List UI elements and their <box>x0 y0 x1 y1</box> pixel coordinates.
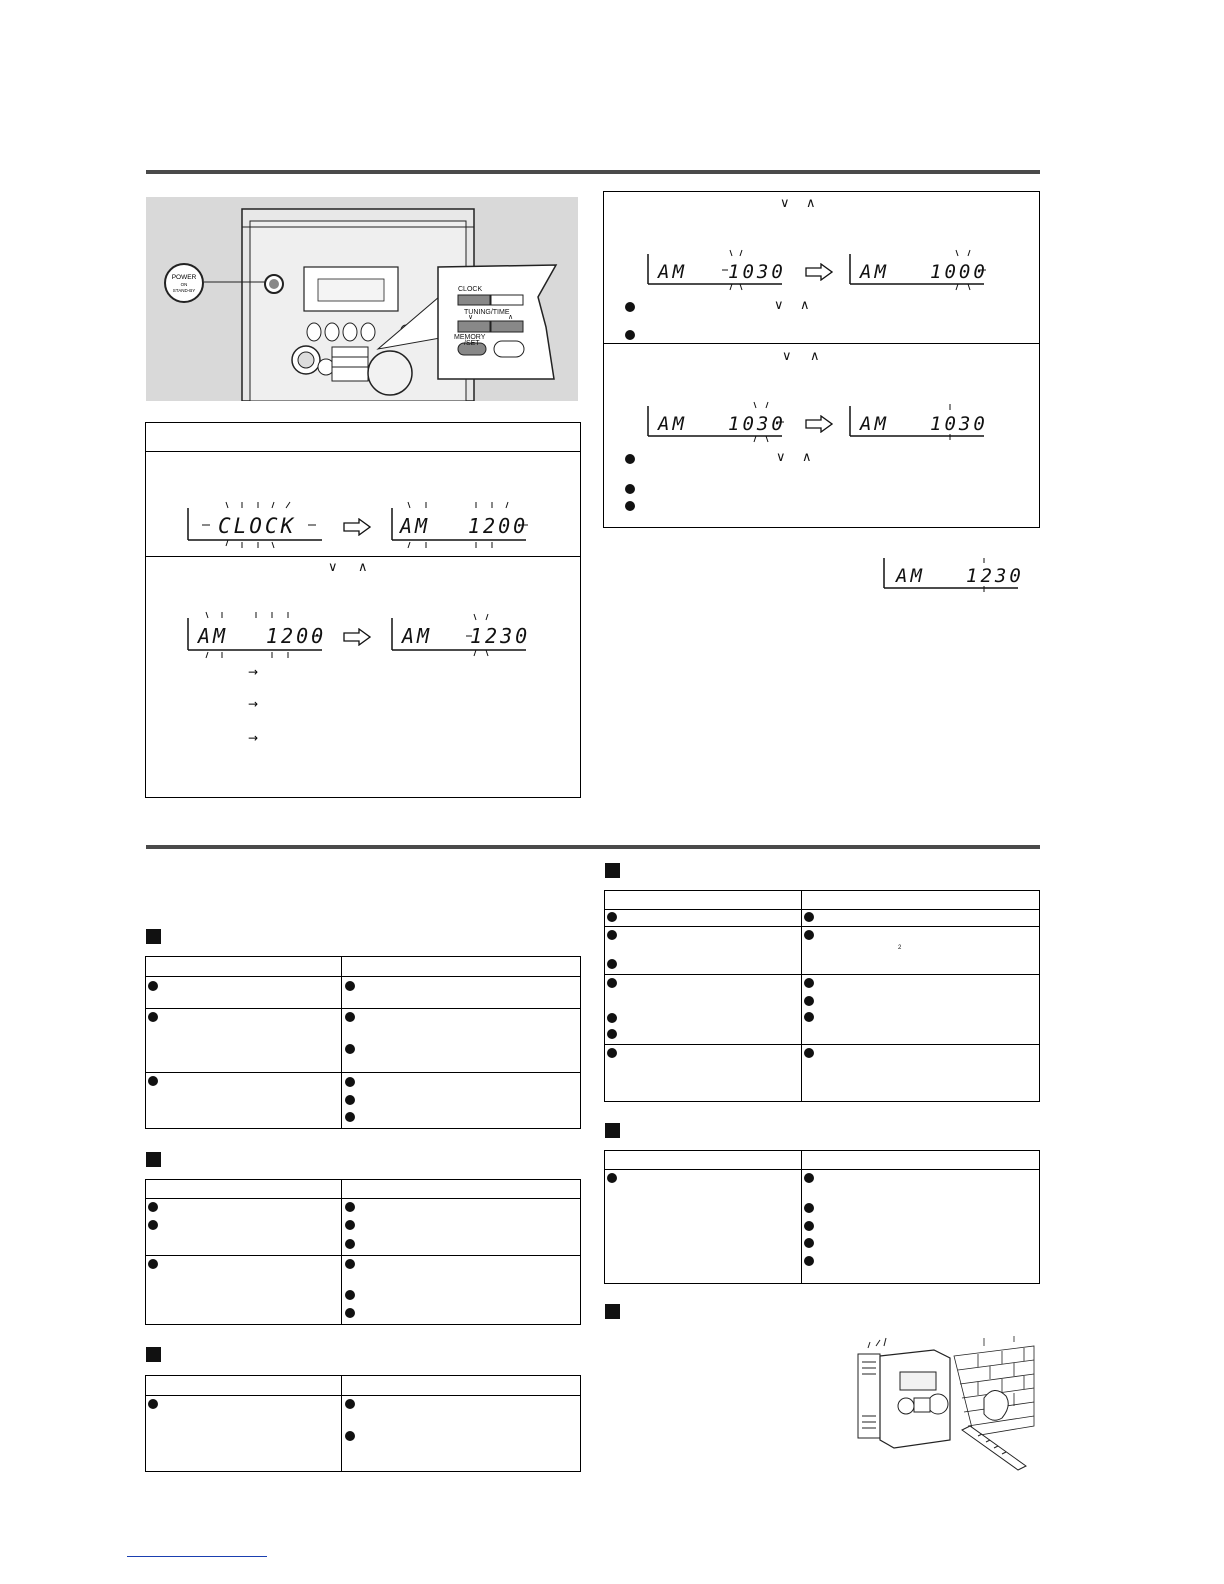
section-marker-square <box>605 1123 620 1138</box>
troubleshoot-table-a <box>145 956 581 1129</box>
bullet-icon <box>804 1203 814 1213</box>
bullet-icon <box>345 1077 355 1087</box>
display-am-1030-final <box>882 556 1024 596</box>
arrow-right-icon: → <box>248 731 259 745</box>
table-row-divider <box>604 926 1040 927</box>
memory-label: MEMORY <box>454 334 486 341</box>
bullet-icon <box>148 1259 158 1269</box>
bullet-icon <box>148 1399 158 1409</box>
bullet-icon <box>804 1012 814 1022</box>
table-column-divider <box>801 890 802 1102</box>
bullet-icon <box>345 1220 355 1230</box>
set-label: /SET <box>464 340 480 347</box>
bullet-icon <box>345 1202 355 1212</box>
table-row-divider <box>145 1255 581 1256</box>
bottom-section-rule <box>146 845 1040 849</box>
box-header-divider <box>145 451 581 452</box>
footer-link-line[interactable] <box>127 1556 267 1557</box>
bullet-icon <box>804 1173 814 1183</box>
table-row-divider <box>145 1008 581 1009</box>
display-am-1030-minutes-blinking <box>646 400 788 444</box>
step-divider <box>145 556 581 557</box>
bullet-icon <box>625 484 635 494</box>
bullet-icon <box>345 1308 355 1318</box>
display-am-1230-hours-blinking <box>390 610 532 660</box>
lcd-am-label: AM <box>400 514 431 538</box>
chevron-up-icon: ∧ <box>358 560 368 575</box>
display-clock-blinking <box>186 500 328 550</box>
bullet-icon <box>345 1012 355 1022</box>
superscript-mark: 2 <box>898 945 902 951</box>
bullet-icon <box>345 1095 355 1105</box>
bullet-icon <box>148 981 158 991</box>
chevron-up-icon: ∧ <box>800 298 810 313</box>
power-sub-on: ON <box>180 282 188 287</box>
table-row-divider <box>145 1072 581 1073</box>
clock-steps-box-right <box>603 191 1040 528</box>
bullet-icon <box>804 996 814 1006</box>
chevron-up-icon: ∧ <box>810 349 820 364</box>
stereo-wall-illustration <box>854 1336 1036 1472</box>
bullet-icon <box>804 1221 814 1231</box>
hollow-arrow-icon <box>343 518 371 541</box>
power-button[interactable] <box>164 263 204 303</box>
chevron-up-icon: ∧ <box>802 450 812 465</box>
display-am-1000-minutes <box>848 248 990 292</box>
bullet-icon <box>148 1220 158 1230</box>
chevron-up-icon: ∧ <box>806 196 816 211</box>
clock-button-label: CLOCK <box>458 286 483 293</box>
step-divider <box>603 343 1040 344</box>
lcd-time-1200: 1200 <box>468 514 529 538</box>
stereo-front-drawing <box>146 197 578 401</box>
bullet-icon <box>804 912 814 922</box>
chevron-down-icon: ∨ <box>468 314 474 321</box>
lcd-am-label: AM <box>896 565 925 587</box>
table-header-divider <box>145 1198 581 1199</box>
bullet-icon <box>607 1029 617 1039</box>
bullet-icon <box>607 1048 617 1058</box>
tuning-time-label: TUNING/TIME <box>464 309 510 316</box>
bullet-icon <box>804 1256 814 1266</box>
table-row-divider <box>604 1044 1040 1045</box>
chevron-up-icon: ∧ <box>508 314 514 321</box>
section-marker-square <box>605 863 620 878</box>
bullet-icon <box>607 930 617 940</box>
lcd-time-1030: 1030 <box>728 413 786 435</box>
bullet-icon <box>148 1202 158 1212</box>
display-am-1030-colon-blinking <box>848 400 990 444</box>
lcd-time-1030: 1030 <box>930 413 988 435</box>
bullet-icon <box>804 1048 814 1058</box>
chevron-down-icon: ∨ <box>780 196 790 211</box>
lcd-am-label: AM <box>860 261 889 283</box>
table-header-divider <box>604 909 1040 910</box>
arrow-right-icon: → <box>248 697 259 711</box>
bullet-icon <box>345 1290 355 1300</box>
bullet-icon <box>607 912 617 922</box>
section-marker-square <box>146 929 161 944</box>
bullet-icon <box>625 454 635 464</box>
troubleshoot-table-d <box>604 890 1040 1102</box>
chevron-down-icon: ∨ <box>776 450 786 465</box>
lcd-time-1000: 1000 <box>930 261 988 283</box>
table-column-divider <box>801 1150 802 1284</box>
bullet-icon <box>345 981 355 991</box>
bullet-icon <box>345 1259 355 1269</box>
section-marker-square <box>146 1152 161 1167</box>
chevron-down-icon: ∨ <box>328 560 338 575</box>
bullet-icon <box>607 1013 617 1023</box>
bullet-icon <box>625 330 635 340</box>
lcd-am-label: AM <box>860 413 889 435</box>
lcd-time-1230: 1230 <box>470 624 531 648</box>
bullet-icon <box>625 302 635 312</box>
lcd-am-label: AM <box>658 413 687 435</box>
bullet-icon <box>345 1044 355 1054</box>
table-column-divider <box>341 1375 342 1472</box>
lcd-time-1230: 1230 <box>966 565 1024 587</box>
bullet-icon <box>148 1076 158 1086</box>
table-row-divider <box>604 974 1040 975</box>
bullet-icon <box>345 1399 355 1409</box>
lcd-am-label: AM <box>198 624 229 648</box>
bullet-icon <box>804 930 814 940</box>
power-label: POWER <box>171 274 197 281</box>
bullet-icon <box>345 1431 355 1441</box>
table-header-divider <box>145 1395 581 1396</box>
hollow-arrow-icon <box>805 415 833 438</box>
lcd-time-1030: 1030 <box>728 261 786 283</box>
lcd-am-label: AM <box>402 624 433 648</box>
lcd-clock-text: CLOCK <box>218 514 297 538</box>
bullet-icon <box>607 959 617 969</box>
display-am-1030-hours <box>646 248 788 292</box>
top-section-rule <box>146 170 1040 174</box>
table-column-divider <box>341 1179 342 1325</box>
chevron-down-icon: ∨ <box>774 298 784 313</box>
hollow-arrow-icon <box>805 263 833 286</box>
lcd-time-1200: 1200 <box>266 624 327 648</box>
section-marker-square <box>146 1347 161 1362</box>
bullet-icon <box>607 1173 617 1183</box>
bullet-icon <box>804 1238 814 1248</box>
bullet-icon <box>625 501 635 511</box>
display-am-1200-blinking-2 <box>186 610 328 660</box>
bullet-icon <box>345 1239 355 1249</box>
table-header-divider <box>604 1169 1040 1170</box>
troubleshoot-table-b <box>145 1179 581 1325</box>
hollow-arrow-icon <box>343 628 371 651</box>
section-marker-square <box>605 1304 620 1319</box>
table-column-divider <box>341 956 342 1129</box>
stereo-illustration <box>146 197 578 401</box>
lcd-am-label: AM <box>658 261 687 283</box>
chevron-down-icon: ∨ <box>782 349 792 364</box>
arrow-right-icon: → <box>248 665 259 679</box>
bullet-icon <box>345 1112 355 1122</box>
power-sub-standby: STAND-BY <box>172 288 196 293</box>
bullet-icon <box>607 978 617 988</box>
troubleshoot-table-e <box>604 1150 1040 1284</box>
bullet-icon <box>148 1012 158 1022</box>
table-header-divider <box>145 976 581 977</box>
display-am-1200-blinking <box>386 500 532 550</box>
bullet-icon <box>804 978 814 988</box>
troubleshoot-table-c <box>145 1375 581 1472</box>
